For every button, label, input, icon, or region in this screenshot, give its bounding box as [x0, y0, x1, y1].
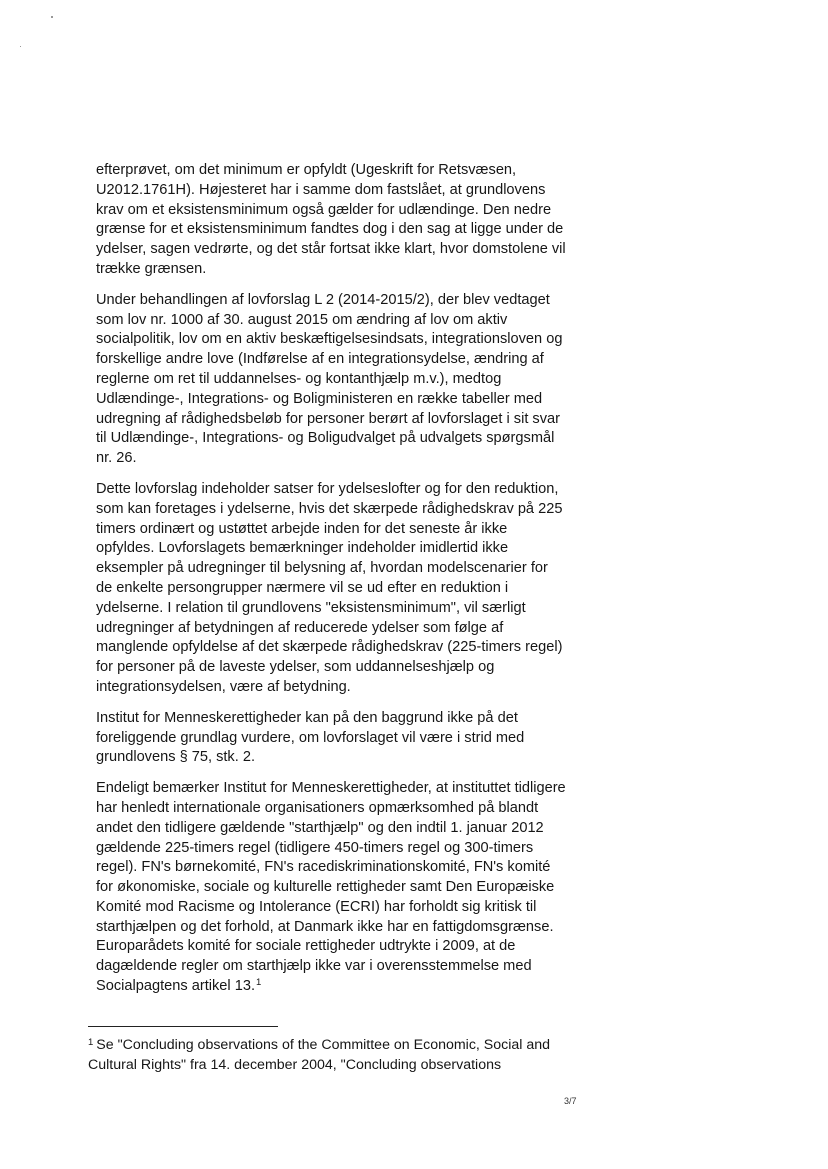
body-text	[96, 161, 568, 1008]
page-number: 3/7	[564, 1096, 577, 1106]
paragraph-3: Dette lovforslag indeholder satser for ydelseslofter og for den reduktion, som kan foretages i ydelserne, hvis det skærpede rådighedskrav på 225 timers ordinært og ustøttet arbejde inden for det seneste år ikke opfyldes. Lovforslagets bemærkninger indeholder imidlertid ikke eksempler på udregninger til belysning af, hvordan modelscenarier for de enkelte persongrupper nærmere vil se ud efter en reduktion i ydelserne. I relation til grundlovens "eksistensminimum", vil særligt udregninger af betydningen af reducerede ydelser som følge af manglende opfyldelse af det skærpede rådighedskrav (225-timers regel) for personer på de laveste ydelser, som uddannelseshjælp og integrationsydelsen, være af betydning.	[96, 480, 563, 695]
footnote-number: 1	[88, 1037, 94, 1048]
paragraph-1: efterprøvet, om det minimum er opfyldt (Ugeskrift for Retsvæsen, U2012.1761H). Højesteret har i samme dom fastslået, at grundlovens krav om et eksistensminimum også gælder for udlændinge. Den nedre grænse for et eksistensminimum fandtes dog i den sag at ligge under de ydelser, sagen vedrørte, og det står fortsat ikke klart, hvor domstolene vil trække grænsen.	[96, 162, 566, 277]
scan-speck	[20, 46, 21, 47]
footnote-separator	[88, 1026, 278, 1027]
paragraph-4: Institut for Menneskerettigheder kan på den baggrund ikke på det foreliggende grundlag vurdere, om lovforslaget vil være i strid med grundlovens § 75, stk. 2.	[96, 709, 525, 766]
footnote-text: Se "Concluding observations of the Committee on Economic, Social and Cultural Rights" fra 14. december 2004, "Concluding observations	[88, 1037, 551, 1073]
footnote	[88, 1036, 558, 1075]
paragraph-5-text: Endeligt bemærker Institut for Menneskerettigheder, at instituttet tidligere har henledt internationale organisationers opmærksomhed på blandt andet den tidligere gældende "starthjælp" og den indtil 1. januar 2012 gældende 225-timers regel (tidligere 450-timers regel og 300-timers regel). FN's børnekomité, FN's racediskriminationskomité, FN's komité for økonomiske, sociale og kulturelle rettigheder samt Den Europæiske Komité mod Racisme og Intolerance (ECRI) har forholdt sig kritisk til starthjælpen og det forhold, at Danmark ikke har en fattigdomsgrænse. Europarådets komité for sociale rettigheder udtrykte i 2009, at de dagældende regler om starthjælp ikke var i overensstemmelse med Socialpagtens artikel 13.	[96, 780, 566, 995]
paragraph-2: Under behandlingen af lovforslag L 2 (2014-2015/2), der blev vedtaget som lov nr. 1000 af 30. august 2015 om ændring af lov om aktiv socialpolitik, lov om en aktiv beskæftigelsesindsats, integrationsloven og forskellige andre love (Indførelse af en integrationsydelse, ændring af reglerne om ret til uddannelses- og kontanthjælp m.v.), medtog Udlændinge-, Integrations- og Boligministeren en række tabeller med udregning af rådighedsbeløb for personer berørt af lovforslaget i sit svar til Udlændinge-, Integrations- og Boligudvalget på udvalgets spørgsmål nr. 26.	[96, 291, 563, 467]
footnote-reference[interactable]: 1	[256, 977, 262, 989]
paragraph-5	[96, 779, 568, 997]
scan-speck	[51, 16, 53, 18]
